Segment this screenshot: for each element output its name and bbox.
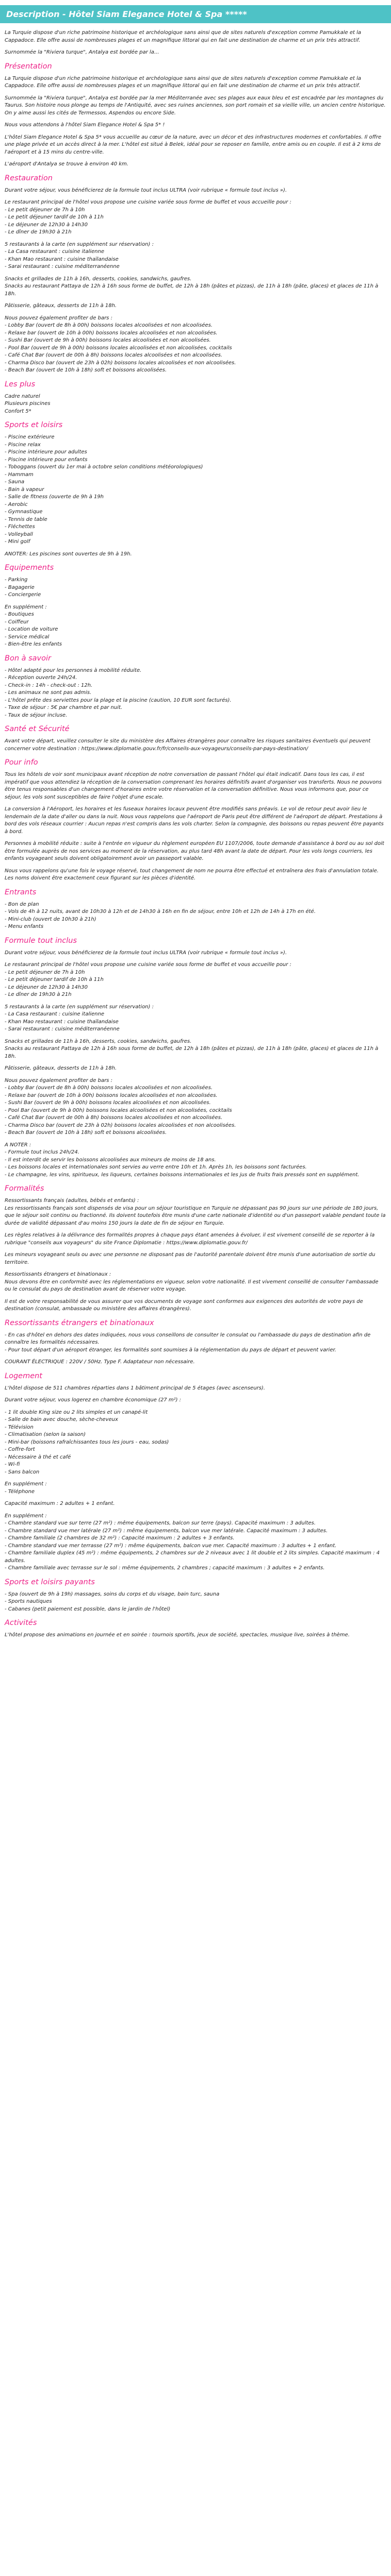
paragraph: Les règles relatives à la délivrance des formalités propres à chaque pays étant amenées à évoluer, il est vivement conseillé de se reporter à la rubrique "conseils aux voyageurs" du site France Diplomatie : https://www.diplomatie.gouv.fr/ — [5, 1232, 375, 1246]
section-heading: Formalités — [5, 1184, 44, 1193]
section — [5, 61, 386, 168]
section-heading: Logement — [5, 1371, 42, 1380]
section — [5, 1183, 386, 1313]
paragraph: - Parking - Bagagerie - Conciergerie — [5, 577, 41, 598]
section — [5, 1371, 386, 1572]
paragraph: Snacks et grillades de 11h à 16h, desserts, cookies, sandwichs, gaufres. Snacks au restaurant Pattaya de 12h à 16h sous forme de buffet, de 12h à 18h (pâtes et pizzas), de 11h à 18h (pâte, glaces) et glaces de 11h à 18h. — [5, 276, 379, 297]
paragraph: En supplément : - Chambre standard vue sur terre (27 m²) : même équipements, balcon sur terre (pays). Capacité maximum : 3 adultes. - Chambre standard vue mer latérale (27 m²) : même équipements, balcon vue mer latérale. Capacité maximum : 3 adultes. - Chambre familiale (2 chambres de 32 m²) : Capacité maximum : 2 adultes + 3 enfants. - Chambre standard vue mer terrasse (27 m²) : même équipements, balcon vue mer. Capacité maximum : 3 adultes + 1 enfant. - Chambre familiale duplex (45 m²) : même équipements, 2 chambres sur de 2 niveaux avec 1 lit double et 2 lits simples. Capacité maximum : 4 adultes. - Chambre familiale avec terrasse sur le sol : même équipements, 2 chambres ; capacité maximum : 3 adultes + 2 enfants. — [5, 1513, 380, 1571]
paragraph: - Bon de plan - Vols de 4h à 12 nuits, avant de 10h30 à 12h et de 14h30 à 16h en fin de séjour, entre 10h et 12h de 14h à 17h en été. - Mini-club (ouvert de 10h30 à 21h) - Menu enfants — [5, 901, 316, 930]
section-heading: Présentation — [5, 62, 52, 71]
paragraph: 5 restaurants à la carte (en supplément sur réservation) : - La Casa restaurant : cuisine italienne - Khan Mao restaurant : cuisine thaïlandaise - Sarai restaurant : cuisine méditerranéenne — [5, 241, 154, 270]
section-heading: Santé et Sécurité — [5, 725, 70, 734]
section — [5, 1318, 386, 1366]
section-heading: Pour info — [5, 758, 38, 767]
section — [5, 1577, 386, 1614]
page-title: Description - Hôtel Siam Elegance Hotel & Spa ***** — [0, 5, 391, 23]
paragraph: - Spa (ouvert de 9h à 19h) massages, soins du corps et du visage, bain turc, sauna - Sports nautiques - Cabanes (petit paiement est possible, dans le jardin de l'hôtel) — [5, 1591, 220, 1612]
paragraph: La Turquie dispose d'un riche patrimoine historique et archéologique sans ainsi que de sites naturels d'exception comme Pamukkale et la Cappadoce. Elle offre aussi de nombreuses plages et un magnifique littoral qui en fait une destination de charme et un prix très attractif. — [5, 75, 361, 89]
paragraph: Ressortissants étrangers et binationaux : Nous devons être en conformité avec les réglementations en vigueur, selon votre nationalité. Il est vivement conseillé de consulter l'ambassade ou le consulat du pays de destination avant de réserver votre voyage. — [5, 1272, 379, 1293]
paragraph: L'hôtel propose des animations en journée et en soirée : tournois sportifs, jeux de société, spectacles, musique live, soirées à thème. — [5, 1632, 350, 1638]
paragraph: En supplément : - Boutiques - Coiffeur - Location de voiture - Service médical - Bien-être les enfants — [5, 604, 62, 648]
paragraph: Tous les hôtels de voir sont municipaux avant réception de notre conversation de passant l'hôtel qui était indicatif. Dans tous les cas, il est impératif que vous attendiez la réception de la conversation comprenant les horaires définitifs avant d'organiser vos transferts. Nous ne pouvons être tenus responsables d'un changement d'horaires entre votre réservation et la conversation définitive. Nous vous informons que, pour ce séjour, les vols sont susceptibles de faire l'objet d'une escale. — [5, 772, 382, 800]
paragraph: Cadre naturel Plusieurs piscines Confort 5* — [5, 393, 51, 414]
paragraph: La Turquie dispose d'un riche patrimoine historique et archéologique sans ainsi que de sites naturels d'exception comme Pamukkale et la Cappadoce. Elle offre aussi de nombreuses plages et un magnifique littoral qui en fait une destination de charme et un prix très attractif. — [5, 30, 361, 43]
paragraph: Durant votre séjour, vous bénéficierez de la formule tout inclus ULTRA (voir rubrique « formule tout inclus »). — [5, 187, 287, 193]
section — [5, 724, 386, 753]
paragraph: Pâtisserie, gâteaux, desserts de 11h à 18h. — [5, 1065, 117, 1072]
section-heading: Sports et loisirs payants — [5, 1578, 95, 1586]
paragraph: Les mineurs voyageant seuls ou avec une personne ne disposant pas de l'autorité parentale doivent être munis d'une autorisation de sortie du territoire. — [5, 1252, 376, 1265]
paragraph: Nous vous attendons à l'hôtel Siam Elegance Hotel & Spa 5* ! — [5, 122, 165, 128]
sections — [5, 61, 386, 1639]
paragraph: En supplément : - Téléphone — [5, 1481, 47, 1495]
paragraph: Avant votre départ, veuillez consulter le site du ministère des Affaires étrangères pour connaître les risques sanitaires éventuels qui peuvent concerner votre destination : https://www.diplomatie.gouv.fr/fr/conseils-aux-voyageurs/conseils-par-pays-destination/ — [5, 738, 371, 752]
section — [5, 936, 386, 1179]
paragraph: Personnes à mobilité réduite : suite à l'entrée en vigueur du règlement européen EU 1107/2006, toute demande d'assistance à bord ou au sol doit être formulée auprès de nos services au moment de la réservation, au plus tard 48h avant la date de départ. Pour les vols longs courriers, les enfants voyageant seuls doivent obligatoirement avoir un passeport valable. — [5, 841, 384, 862]
paragraph: Le restaurant principal de l'hôtel vous propose une cuisine variée sous forme de buffet et vous accueille pour : - Le petit déjeuner de 7h à 10h - Le petit déjeuner tardif de 10h à 11h - Le déjeuner de 12h30 à 14h30 - Le dîner de 19h30 à 21h — [5, 199, 291, 235]
section — [5, 563, 386, 649]
paragraph: L'hôtel Siam Elegance Hotel & Spa 5* vous accueille au cœur de la nature, avec un décor et des infrastructures modernes et confortables. Il offre une plage privée et un accès direct à la mer. L'hôtel est situé à Belek, idéal pour se reposer en famille, entre amis ou en couple. Il est à 2 kms de l'aéroport et à 15 mins du centre-ville. — [5, 134, 382, 155]
section — [5, 1618, 386, 1639]
paragraph: 5 restaurants à la carte (en supplément sur réservation) : - La Casa restaurant : cuisine italienne - Khan Mao restaurant : cuisine thaïlandaise - Sarai restaurant : cuisine méditerranéenne — [5, 1004, 154, 1032]
paragraph: COURANT ÉLECTRIQUE : 220V / 50Hz. Type F. Adaptateur non nécessaire. — [5, 1359, 195, 1365]
paragraph: ANOTER: Les piscines sont ouvertes de 9h à 19h. — [5, 551, 132, 557]
paragraph: Snacks et grillades de 11h à 16h, desserts, cookies, sandwichs, gaufres. Snacks au restaurant Pattaya de 12h à 16h sous forme de buffet, de 12h à 18h (pâtes et pizzas), de 11h à 18h (pâte, glaces) et glaces de 11h à 18h. — [5, 1038, 379, 1059]
section-heading: Equipements — [5, 564, 54, 572]
section-heading: Les plus — [5, 380, 36, 388]
paragraph: Capacité maximum : 2 adultes + 1 enfant. — [5, 1501, 115, 1507]
section — [5, 757, 386, 883]
paragraph: A NOTER : - Formule tout inclus 24h/24. - Il est interdit de servir les boissons alcoolisées aux mineurs de moins de 18 ans. - Les boissons locales et internationales sont servies au verre entre 10h et 1h. Après 1h, les boissons sont facturées. - Le champagne, les vins, spiritueux, les liqueurs, certaines boissons internationales et les jus de fruits frais pressés sont en supplément. — [5, 1142, 360, 1178]
section — [5, 420, 386, 558]
section — [5, 379, 386, 416]
section-heading: Entrants — [5, 888, 37, 896]
section-heading: Ressortissants étrangers et binationaux — [5, 1318, 154, 1327]
paragraph: Nous pouvez également profiter de bars : - Lobby Bar (ouvert de 8h à 00h) boissons locales alcoolisées et non alcoolisées. - Relaxe bar (ouvert de 10h à 00h) boissons locales alcoolisées et non alcoolisées. - Sushi Bar (ouvert de 9h à 00h) boissons locales alcoolisées et non alcoolisées. - Pool Bar (ouvert de 9h à 00h) boissons locales alcoolisées et non alcoolisées, cocktails - Café Chat Bar (ouvert de 00h à 8h) boissons locales alcoolisées et non alcoolisées. - Charma Disco bar (ouvert de 23h à 02h) boissons locales alcoolisées et non alcoolisées. - Beach Bar (ouvert de 10h à 18h) soft et boissons alcoolisées. — [5, 1077, 236, 1136]
section-heading: Sports et loisirs — [5, 421, 63, 430]
paragraph: - 1 lit double King size ou 2 lits simples et un canapé-lit - Salle de bain avec douche, sèche-cheveux - Télévision - Climatisation (selon la saison) - Mini-bar (boissons rafraîchissantes tous les jours - eau, sodas) - Coffre-fort - Nécessaire à thé et café - Wi-fi - Sans balcon — [5, 1409, 169, 1475]
paragraph: - Hôtel adapté pour les personnes à mobilité réduite. - Réception ouverte 24h/24. - Check-in : 14h - check-out : 12h. - Les animaux ne sont pas admis. - L'hôtel prête des serviettes pour la plage et la piscine (caution, 10 EUR sont facturés). - Taxe de séjour : 5€ par chambre et par nuit. - Taux de séjour incluse. — [5, 667, 232, 718]
paragraph: - En cas d'hôtel en dehors des dates indiquées, nous vous conseillons de consulter le consulat ou l'ambassade du pays de destination afin de connaître les formalités nécessaires. - Pour tout départ d'un aéroport étranger, les formalités sont soumises à la réglementation du pays de départ et peuvent varier. — [5, 1332, 371, 1353]
section — [5, 653, 386, 720]
paragraph: Surnommée la "Riviera turque", Antalya est bordée par la mer Méditerranée avec ses plages aux eaux bleu et est encadrée par les montagnes du Taurus. Son histoire nous plonge au temps de l'Antiquité, avec ses ruines anciennes, son port romain et sa vieille ville, un ancien centre historique. On y aime aussi les cités de Termessos, Aspendos ou encore Side. — [5, 95, 386, 116]
section — [5, 173, 386, 375]
paragraph: Nous pouvez également profiter de bars : - Lobby Bar (ouvert de 8h à 00h) boissons locales alcoolisées et non alcoolisées. - Relaxe bar (ouvert de 10h à 00h) boissons locales alcoolisées et non alcoolisées. - Sushi Bar (ouvert de 9h à 00h) boissons locales alcoolisées et non alcoolisées. - Pool Bar (ouvert de 9h à 00h) boissons locales alcoolisées et non alcoolisées, cocktails - Café Chat Bar (ouvert de 00h à 8h) boissons locales alcoolisées et non alcoolisées. - Charma Disco bar (ouvert de 23h à 02h) boissons locales alcoolisées et non alcoolisées. - Beach Bar (ouvert de 10h à 18h) soft et boissons alcoolisées. — [5, 315, 236, 374]
paragraph: Il est de votre responsabilité de vous assurer que vos documents de voyage sont conformes aux exigences des autorités de votre pays de destination (consulat, ambassade ou ministère des affaires étrangères). — [5, 1298, 363, 1312]
section — [5, 887, 386, 931]
paragraph: Pâtisserie, gâteaux, desserts de 11h à 18h. — [5, 303, 117, 309]
paragraph: Ressortissants français (adultes, bébés et enfants) : Les ressortissants français sont dispensés de visa pour un séjour touristique en Turquie ne dépassant pas 90 jours sur une période de 180 jours, que le séjour soit continu ou fractionné. Ils doivent toutefois être munis d'une carte nationale d'identité ou d'un passeport valable pendant toute la durée de validité dépassant d'au moins 150 jours la date de fin de séjour en Turquie. — [5, 1198, 386, 1226]
paragraph: L'hôtel dispose de 511 chambres réparties dans 1 bâtiment principal de 5 étages (avec ascenseurs). — [5, 1385, 265, 1391]
paragraph: Durant votre séjour, vous logerez en chambre économique (27 m²) : — [5, 1397, 182, 1403]
section-heading: Activités — [5, 1619, 37, 1628]
intro — [5, 29, 386, 57]
paragraph: Durant votre séjour, vous bénéficierez de la formule tout inclus ULTRA (voir rubrique « formule tout inclus »). — [5, 950, 287, 956]
section-heading: Formule tout inclus — [5, 936, 77, 945]
section-heading: Restauration — [5, 174, 53, 182]
section-heading: Bon à savoir — [5, 654, 51, 663]
paragraph: L'aéroport d'Antalya se trouve à environ 40 km. — [5, 161, 128, 167]
paragraph: La conversion à l'Aéroport, les horaires et les fuseaux horaires locaux peuvent être modifiés sans préavis. Le vol de retour peut avoir lieu le lendemain de la date d'aller ou dans la nuit. Nous vous rappelons que l'aéroport de Paris peut être différent de l'aéroport de départ. Prestations à bord des vols réseaux courrier : Aucun repas n'est compris dans les vols charter. Selon la compagnie, des boissons ou repas peuvent être payants à bord. — [5, 806, 384, 835]
paragraph: Surnommée la "Riviera turque", Antalya est bordée par la... — [5, 49, 159, 56]
description-content — [0, 29, 391, 1639]
paragraph: Le restaurant principal de l'hôtel vous propose une cuisine variée sous forme de buffet et vous accueille pour : - Le petit déjeuner de 7h à 10h - Le petit déjeuner tardif de 10h à 11h - Le déjeuner de 12h30 à 14h30 - Le dîner de 19h30 à 21h — [5, 962, 291, 998]
paragraph: - Piscine extérieure - Piscine relax - Piscine intérieure pour adultes - Piscine intérieure pour enfants - Toboggans (ouvert du 1er mai à octobre selon conditions météorologiques) - Hammam - Sauna - Bain à vapeur - Salle de fitness (ouverte de 9h à 19h - Aerobic - Gymnastique - Tennis de table - Fléchettes - Volleyball - Mini golf — [5, 434, 203, 545]
paragraph: Nous vous rappelons qu'une fois le voyage réservé, tout changement de nom ne pourra être effectué et entraînera des frais d'annulation totale. Les noms doivent être exactement ceux figurant sur les pièces d'identité. — [5, 868, 379, 882]
